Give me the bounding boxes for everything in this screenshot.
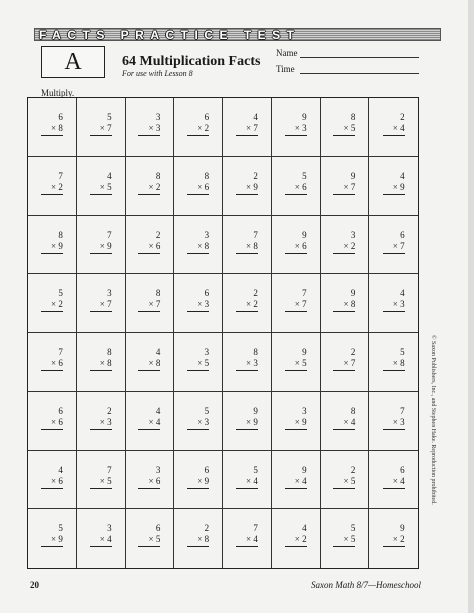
multiplier: × 7 [138,299,160,312]
problem-cell[interactable] [28,392,77,451]
time-field[interactable] [300,73,419,74]
multiplicand: 2 [350,347,356,357]
multiplication-problem [126,112,174,136]
multiplication-problem [369,112,418,136]
multiplier: × 5 [285,358,307,371]
problem-cell[interactable] [126,274,175,333]
multiplicand: 8 [155,288,161,299]
multiplicand: 6 [204,112,210,122]
multiplicand: 6 [58,405,63,416]
problem-cell[interactable] [174,216,223,275]
multiplier: × 3 [383,417,405,430]
multiplicand: 6 [400,229,405,240]
problem-cell[interactable] [223,157,272,216]
multiplicand: 8 [253,347,258,357]
problem-cell[interactable] [126,451,175,510]
multiplier: × 6 [41,417,63,430]
problem-cell[interactable] [223,392,272,451]
multiplicand: 3 [107,523,112,534]
multiplicand: 9 [400,523,405,534]
problem-cell[interactable] [321,333,370,392]
multiplication-problem [321,112,369,136]
multiplier: × 7 [90,123,112,136]
problem-cell[interactable] [321,392,370,451]
multiplication-problem [369,465,418,489]
problem-cell[interactable] [223,333,272,392]
multiplicand: 3 [350,229,356,240]
multiplier: × 3 [90,417,112,430]
multiplicand: 9 [302,347,307,357]
multiplier: × 6 [285,241,307,254]
multiplication-problem [126,523,174,547]
multiplier: × 9 [41,241,63,254]
multiplier: × 5 [90,182,112,195]
multiplication-problem [126,465,174,489]
multiplication-problem [28,523,76,547]
page-edge [468,0,474,613]
multiplication-problem [369,288,418,312]
multiplication-problem [272,465,320,489]
problem-cell[interactable] [272,157,321,216]
page-subtitle: For use with Lesson 8 [122,69,193,78]
multiplication-problem [272,523,320,547]
multiplier: × 6 [187,182,209,195]
multiplier: × 3 [383,299,405,312]
multiplicand: 7 [253,523,258,534]
multiplicand: 4 [107,170,112,181]
multiplication-problem [223,230,271,254]
page-number: 20 [30,580,39,590]
multiplication-problem [28,347,76,371]
page-title: 64 Multiplication Facts [122,54,261,69]
multiplicand: 5 [302,170,307,181]
problem-cell[interactable] [77,509,126,568]
multiplier: × 9 [41,534,63,547]
multiplicand: 2 [107,405,112,416]
problem-cell[interactable] [369,509,418,568]
multiplier: × 2 [236,299,258,312]
multiplier: × 2 [285,534,307,547]
problem-cell[interactable] [369,392,418,451]
problem-cell[interactable] [272,274,321,333]
multiplier: × 8 [187,241,209,254]
multiplicand: 4 [400,170,405,181]
problem-cell[interactable] [321,509,370,568]
multiplication-problem [174,347,222,371]
multiplier: × 4 [90,534,112,547]
multiplication-problem [126,288,174,312]
time-label: Time [276,64,295,74]
multiplier: × 9 [383,182,405,195]
problem-cell[interactable] [223,274,272,333]
multiplicand: 8 [107,347,112,357]
multiplication-problem [321,465,369,489]
problem-cell[interactable] [272,509,321,568]
problem-cell[interactable] [28,274,77,333]
multiplication-problem [174,406,222,430]
problem-cell[interactable] [77,98,126,157]
multiplication-problem [272,112,320,136]
facts-practice-test-banner [34,28,441,41]
multiplication-problem [77,347,125,371]
multiplier: × 6 [41,358,63,371]
multiplicand: 8 [350,112,356,122]
multiplication-problem [321,288,369,312]
problem-cell[interactable] [126,98,175,157]
problem-cell[interactable] [174,509,223,568]
problem-cell[interactable] [77,333,126,392]
multiplication-problem [321,230,369,254]
multiplicand: 7 [107,464,112,475]
multiplication-problem [77,171,125,195]
multiplicand: 9 [350,288,356,299]
problem-cell[interactable] [28,98,77,157]
multiplier: × 4 [138,417,160,430]
book-title: Saxon Math 8/7—Homeschool [311,580,421,590]
multiplication-problem [272,171,320,195]
multiplicand: 7 [107,229,112,240]
multiplier: × 5 [187,358,209,371]
multiplier: × 8 [383,358,405,371]
instruction: Multiply. [41,88,75,98]
problem-cell[interactable] [369,274,418,333]
multiplication-problem [321,523,369,547]
multiplication-problem [369,523,418,547]
multiplier: × 4 [383,476,405,489]
multiplication-problem [369,347,418,371]
problem-grid [27,97,419,569]
multiplication-problem [321,347,369,371]
multiplicand: 6 [155,523,161,534]
multiplier: × 6 [138,476,160,489]
multiplication-problem [126,230,174,254]
multiplier: × 7 [285,299,307,312]
problem-cell[interactable] [223,98,272,157]
problem-cell[interactable] [174,98,223,157]
multiplier: × 2 [187,123,209,136]
test-letter: A [64,48,82,75]
problem-cell[interactable] [369,157,418,216]
multiplicand: 4 [400,288,405,299]
problem-cell[interactable] [77,216,126,275]
multiplication-problem [174,288,222,312]
problem-cell[interactable] [174,451,223,510]
multiplicand: 5 [350,523,356,534]
multiplicand: 3 [107,288,112,299]
problem-cell[interactable] [321,157,370,216]
multiplier: × 9 [236,182,258,195]
multiplier: × 5 [90,476,112,489]
multiplicand: 9 [302,464,307,475]
problem-cell[interactable] [28,157,77,216]
problem-cell[interactable] [174,157,223,216]
multiplication-problem [28,288,76,312]
multiplication-problem [174,112,222,136]
multiplicand: 5 [204,405,210,416]
multiplication-problem [28,406,76,430]
multiplicand: 9 [302,112,307,122]
multiplicand: 6 [58,112,63,122]
multiplicand: 2 [350,464,356,475]
multiplier: × 5 [333,534,355,547]
multiplier: × 8 [138,358,160,371]
problem-cell[interactable] [126,157,175,216]
problem-cell[interactable] [77,392,126,451]
problem-cell[interactable] [174,274,223,333]
problem-cell[interactable] [223,451,272,510]
multiplication-problem [223,465,271,489]
problem-cell[interactable] [223,216,272,275]
problem-cell[interactable] [321,274,370,333]
multiplication-problem [223,171,271,195]
multiplication-problem [272,288,320,312]
problem-cell[interactable] [369,333,418,392]
multiplier: × 7 [236,123,258,136]
problem-cell[interactable] [28,333,77,392]
multiplication-problem [223,112,271,136]
multiplication-problem [77,523,125,547]
problem-cell[interactable] [28,216,77,275]
multiplication-problem [272,347,320,371]
multiplicand: 9 [302,229,307,240]
multiplicand: 5 [400,347,405,357]
problem-cell[interactable] [28,509,77,568]
multiplier: × 6 [138,241,160,254]
multiplier: × 3 [285,123,307,136]
multiplication-problem [223,347,271,371]
multiplication-problem [369,171,418,195]
problem-cell[interactable] [174,333,223,392]
multiplication-problem [174,230,222,254]
problem-cell[interactable] [223,509,272,568]
multiplication-problem [77,112,125,136]
multiplicand: 3 [155,464,161,475]
multiplication-problem [28,171,76,195]
problem-cell[interactable] [272,451,321,510]
multiplicand: 8 [350,405,356,416]
multiplier: × 7 [90,299,112,312]
banner-text: FACTS PRACTICE TEST [39,28,301,42]
problem-cell[interactable] [77,451,126,510]
multiplicand: 8 [204,170,210,181]
multiplicand: 5 [58,523,63,534]
multiplicand: 2 [400,112,405,122]
multiplication-problem [272,230,320,254]
multiplicand: 3 [204,229,210,240]
multiplier: × 9 [90,241,112,254]
multiplication-problem [28,465,76,489]
multiplier: × 8 [90,358,112,371]
multiplicand: 2 [155,229,161,240]
multiplication-problem [77,465,125,489]
multiplicand: 7 [400,405,405,416]
multiplicand: 2 [253,170,258,181]
multiplicand: 4 [155,347,161,357]
multiplier: × 3 [187,299,209,312]
multiplication-problem [321,171,369,195]
multiplier: × 2 [383,534,405,547]
multiplier: × 9 [285,417,307,430]
multiplier: × 2 [41,182,63,195]
multiplication-problem [126,347,174,371]
multiplier: × 2 [138,182,160,195]
multiplicand: 2 [204,523,210,534]
problem-cell[interactable] [272,216,321,275]
multiplication-problem [77,288,125,312]
multiplier: × 7 [333,358,355,371]
multiplier: × 3 [138,123,160,136]
problem-cell[interactable] [77,157,126,216]
multiplicand: 3 [204,347,210,357]
multiplier: × 8 [333,299,355,312]
multiplication-problem [77,406,125,430]
multiplier: × 4 [333,417,355,430]
multiplication-problem [223,288,271,312]
copyright-notice: © Saxon Publishers, Inc., and Stephen Hake. Reproduction prohibited. [430,335,436,505]
multiplier: × 8 [187,534,209,547]
multiplication-problem [369,230,418,254]
multiplication-problem [272,406,320,430]
multiplicand: 6 [204,288,210,299]
problem-cell[interactable] [126,392,175,451]
multiplicand: 3 [302,405,307,416]
multiplicand: 4 [155,405,161,416]
multiplier: × 2 [333,241,355,254]
problem-cell[interactable] [369,216,418,275]
multiplier: × 3 [236,358,258,371]
multiplication-problem [223,523,271,547]
multiplicand: 2 [253,288,258,299]
name-label: Name [276,48,298,58]
problem-cell[interactable] [28,451,77,510]
multiplicand: 7 [302,288,307,299]
problem-cell[interactable] [272,333,321,392]
multiplier: × 5 [333,123,355,136]
multiplicand: 4 [253,112,258,122]
multiplicand: 6 [400,464,405,475]
multiplication-problem [126,406,174,430]
multiplication-problem [369,406,418,430]
problem-cell[interactable] [369,98,418,157]
multiplication-problem [28,112,76,136]
multiplier: × 5 [333,476,355,489]
name-field[interactable] [300,57,419,58]
multiplier: × 4 [236,476,258,489]
multiplicand: 3 [155,112,161,122]
multiplication-problem [223,406,271,430]
multiplication-problem [126,171,174,195]
multiplier: × 8 [41,123,63,136]
multiplicand: 9 [350,170,356,181]
multiplier: × 8 [236,241,258,254]
problem-cell[interactable] [321,98,370,157]
multiplication-problem [174,465,222,489]
multiplier: × 4 [285,476,307,489]
multiplier: × 4 [383,123,405,136]
problem-cell[interactable] [272,392,321,451]
multiplier: × 9 [187,476,209,489]
problem-cell[interactable] [126,509,175,568]
multiplier: × 2 [41,299,63,312]
multiplication-problem [174,523,222,547]
multiplicand: 8 [58,229,63,240]
problem-cell[interactable] [126,333,175,392]
multiplicand: 5 [253,464,258,475]
multiplicand: 8 [155,170,161,181]
multiplication-problem [77,230,125,254]
multiplicand: 6 [204,464,210,475]
multiplicand: 7 [58,170,63,181]
multiplicand: 4 [58,464,63,475]
problem-cell[interactable] [369,451,418,510]
problem-cell[interactable] [174,392,223,451]
multiplication-problem [28,230,76,254]
multiplicand: 7 [58,347,63,357]
multiplicand: 4 [302,523,307,534]
multiplier: × 5 [138,534,160,547]
multiplier: × 3 [187,417,209,430]
multiplier: × 7 [333,182,355,195]
problem-cell[interactable] [272,98,321,157]
problem-cell[interactable] [77,274,126,333]
multiplier: × 6 [41,476,63,489]
multiplicand: 7 [253,229,258,240]
multiplicand: 5 [107,112,112,122]
multiplier: × 9 [236,417,258,430]
test-letter-box [41,46,105,78]
problem-cell[interactable] [321,451,370,510]
multiplier: × 6 [285,182,307,195]
problem-cell[interactable] [321,216,370,275]
multiplicand: 9 [253,405,258,416]
problem-cell[interactable] [126,216,175,275]
multiplier: × 4 [236,534,258,547]
multiplication-problem [321,406,369,430]
multiplier: × 7 [383,241,405,254]
multiplicand: 5 [58,288,63,299]
multiplication-problem [174,171,222,195]
